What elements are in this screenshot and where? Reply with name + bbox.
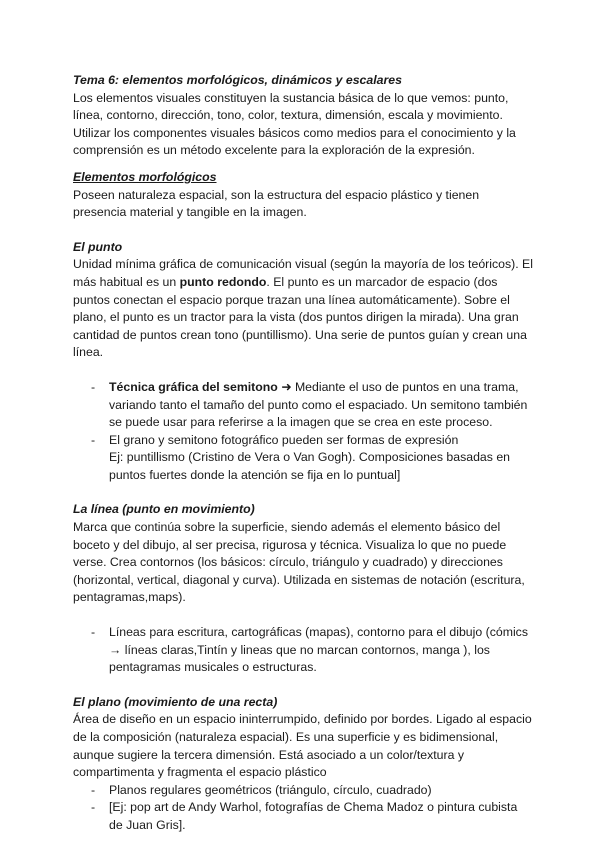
list-item: - Líneas para escritura, cartográficas (mapas), contorno para el dibujo (cómics → líneas claras,Tintín y lineas que no marcan contornos, manga ), los pentagramas musicales o estructuras. bbox=[109, 624, 533, 677]
document-page bbox=[73, 72, 533, 835]
linea-title: La línea (punto en movimiento) bbox=[73, 502, 255, 517]
morfologicos-title: Elementos morfológicos bbox=[73, 169, 217, 184]
arrow-icon: ➜ bbox=[277, 379, 295, 394]
linea-text: Marca que continúa sobre la superficie, siendo además el elemento básico del boceto y del dibujo, al ser precisa, rigurosa y técnica. Visualiza lo que no puede verse. Crea contornos (los básicos: círculo, triángulo y cuadrado) y direcciones (horizontal, vertical, diagonal y curva). Utilizada en sistemas de notación (escritura, pentagramas,maps). bbox=[73, 520, 525, 605]
tema-title: Tema 6: elementos morfológicos, dinámicos y escalares bbox=[73, 73, 402, 87]
linea-list bbox=[73, 624, 533, 677]
list-item: - [Ej: pop art de Andy Warhol, fotografías de Chema Madoz o pintura cubista de Juan Gris]. bbox=[109, 799, 533, 834]
list-item bbox=[109, 432, 533, 485]
punto-text bbox=[73, 256, 533, 362]
plano-title: El plano (movimiento de una recta) bbox=[73, 694, 278, 709]
punto-title: El punto bbox=[73, 239, 123, 254]
punto-text-b: . El punto es un marcador de espacio (dos puntos conectan el espacio porque trazan una línea automáticamente). Sobre el plano, el punto es un tractor para la vista (dos puntos dirigen la mirada). Una gran cantidad de puntos crean tono (puntillismo). Una serie de puntos guían y crean una línea. bbox=[73, 274, 527, 360]
grano-line1: El grano y semitono fotográfico pueden ser formas de expresión bbox=[109, 432, 459, 447]
morfologicos-text: Poseen naturaleza espacial, son la estructura del espacio plástico y tienen presencia material y tangible en la imagen. bbox=[73, 187, 480, 220]
plano-list bbox=[73, 782, 533, 835]
list-item bbox=[109, 379, 533, 432]
semitono-label: Técnica gráfica del semitono bbox=[109, 379, 278, 394]
list-item: - Planos regulares geométricos (triángulo, círculo, cuadrado) bbox=[109, 782, 533, 800]
grano-line2: Ej: puntillismo (Cristino de Vera o Van Gogh). Composiciones basadas en puntos fuertes donde la atención se fija en lo puntual] bbox=[109, 450, 510, 482]
tema-intro: Los elementos visuales constituyen la sustancia básica de lo que vemos: punto, línea, contorno, dirección, tono, color, textura, dimensión, escala y movimiento. Utilizar los componentes visuales básicos como medios para el conocimiento y la comprensión es un método excelente para la exploración de la expresión. bbox=[73, 90, 516, 158]
punto-text-a: Unidad mínima gráfica de comunicación visual (según la mayoría de los teóricos). El más habitual es un bbox=[73, 257, 533, 289]
semitono-text: Mediante el uso de puntos en una trama, variando tanto el tamaño del punto como el espaciado. Un semitono también se puede usar para referirse a la imagen que se crea en este proceso. bbox=[109, 379, 528, 430]
punto-list bbox=[73, 379, 533, 485]
punto-bold: punto redondo bbox=[179, 274, 267, 289]
plano-text: Área de diseño en un espacio ininterrumpido, definido por bordes. Ligado al espacio de la composición (naturaleza espacial). Es una superficie y es bidimensional, aunque sugiere la tercera dimensión. Está asociado a un color/textura y compartimenta y fragmenta el espacio plástico bbox=[73, 712, 532, 780]
